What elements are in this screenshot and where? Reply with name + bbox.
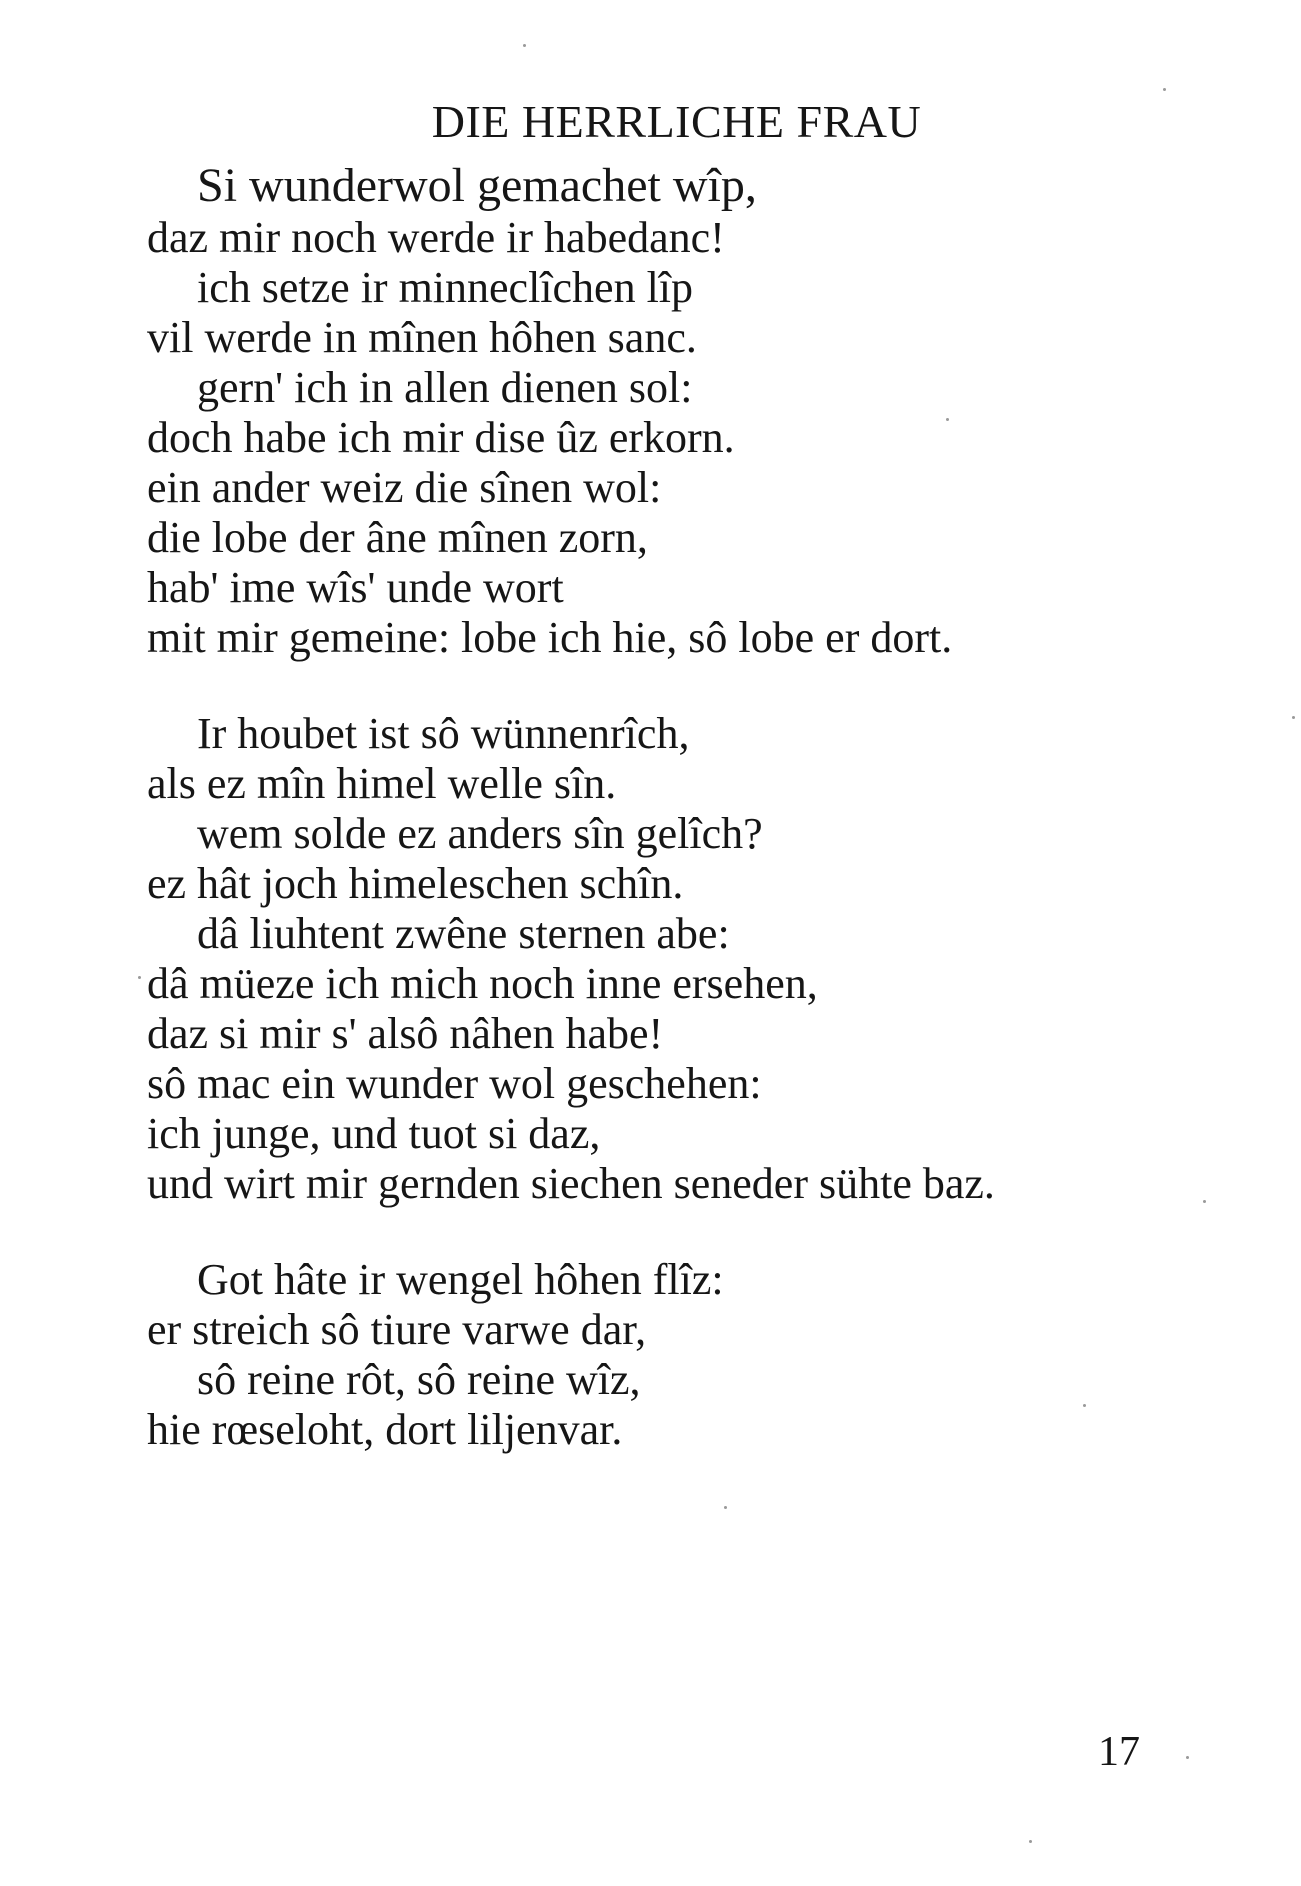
verse-line: daz mir noch werde ir habedanc! <box>147 213 725 262</box>
verse-line: als ez mîn himel welle sîn. <box>147 759 617 808</box>
poem-title: DIE HERRLICHE FRAU <box>431 96 922 147</box>
scan-speck <box>724 1506 727 1509</box>
scan-speck <box>1203 1200 1206 1203</box>
verse-line: Ir houbet ist sô wünnenrîch, <box>197 709 690 758</box>
verse-line: hab' ime wîs' unde wort <box>147 563 564 612</box>
verse-line: ez hât joch himeleschen schîn. <box>147 859 684 908</box>
verse-line: die lobe der âne mînen zorn, <box>147 513 648 562</box>
verse-line: hie rœseloht, dort liljenvar. <box>147 1405 623 1454</box>
scan-speck <box>1163 88 1166 91</box>
scan-speck <box>946 418 949 421</box>
verse-line: wem solde ez anders sîn gelîch? <box>197 809 763 858</box>
verse-line: sô mac ein wunder wol geschehen: <box>147 1059 762 1108</box>
scan-speck <box>1083 1404 1086 1407</box>
verse-line: sô reine rôt, sô reine wîz, <box>197 1355 641 1404</box>
verse-line: ich junge, und tuot si daz, <box>147 1109 601 1158</box>
verse-line: daz si mir s' alsô nâhen habe! <box>147 1009 664 1058</box>
verse-line: und wirt mir gernden siechen seneder sühte baz. <box>147 1159 995 1208</box>
verse-line: Si wunderwol gemachet wîp, <box>197 159 757 212</box>
verse-line: gern' ich in allen dienen sol: <box>197 363 693 412</box>
verse-line: dâ liuhtent zwêne sternen abe: <box>197 909 730 958</box>
verse-line: vil werde in mînen hôhen sanc. <box>147 313 697 362</box>
verse-line: dâ müeze ich mich noch inne ersehen, <box>147 959 818 1008</box>
scan-speck <box>523 44 526 47</box>
verse-line: ein ander weiz die sînen wol: <box>147 463 662 512</box>
verse-line: er streich sô tiure varwe dar, <box>147 1305 647 1354</box>
scan-speck <box>1029 1840 1032 1843</box>
scan-speck <box>1292 716 1295 719</box>
scan-speck <box>1186 1756 1189 1759</box>
scan-speck <box>138 976 141 979</box>
page-number: 17 <box>1098 1729 1140 1775</box>
verse-line: Got hâte ir wengel hôhen flîz: <box>197 1255 724 1304</box>
verse-line: ich setze ir minneclîchen lîp <box>197 263 694 312</box>
verse-line: doch habe ich mir dise ûz erkorn. <box>147 413 735 462</box>
verse-line: mit mir gemeine: lobe ich hie, sô lobe er dort. <box>147 613 953 662</box>
